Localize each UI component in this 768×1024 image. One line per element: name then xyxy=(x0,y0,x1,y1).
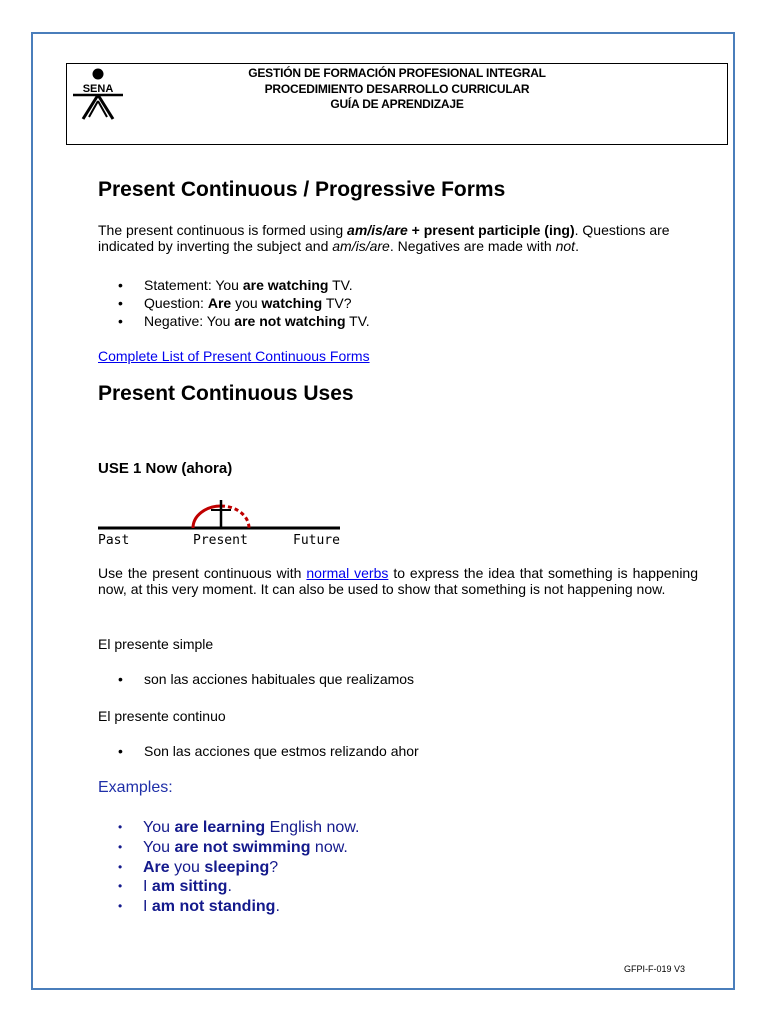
header-line-3: GUÍA DE APRENDIZAJE xyxy=(330,97,464,111)
timeline-diagram xyxy=(96,496,346,548)
examples-list xyxy=(98,818,359,917)
header-line-2: PROCEDIMIENTO DESARROLLO CURRICULAR xyxy=(264,81,530,96)
section-title-forms: Present Continuous / Progressive Forms xyxy=(98,178,506,201)
normal-verbs-link[interactable]: normal verbs xyxy=(306,565,389,581)
list-item: • Negative: You are not watching TV. xyxy=(118,313,370,329)
list-item: • You are learning English now. xyxy=(118,819,360,836)
list-item: • I am not standing. xyxy=(118,898,280,916)
complete-forms-link[interactable]: Complete List of Present Continuous Forms xyxy=(98,348,370,364)
list-item: • You are not swimming now. xyxy=(118,838,348,856)
presente-simple-bullet: • son las acciones habituales que realizamos xyxy=(118,671,415,687)
footer-form-code: GFPI-F-019 V3 xyxy=(624,964,686,974)
forms-bullet-list xyxy=(98,276,370,330)
presente-continuo-bullet: • Son las acciones que estmos relizando ahor xyxy=(118,743,419,759)
timeline-past-label: Past xyxy=(98,533,130,548)
presente-simple-label: El presente simple xyxy=(98,636,214,652)
document-header xyxy=(66,63,728,145)
timeline-present-label: Present xyxy=(193,533,248,548)
section-title-uses: Present Continuous Uses xyxy=(98,382,354,405)
forms-intro-paragraph: The present continuous is formed using am/is/are + present participle (ing). Questions are indicated by inverting the subject and am/is/are. Negatives are made with not. xyxy=(98,222,670,254)
use1-paragraph: Use the present continuous with normal verbs to express the idea that something is happening now, at this very moment. It can also be used to show that something is not happening now. xyxy=(98,565,699,597)
examples-heading: Examples: xyxy=(98,779,173,796)
list-item: • I am sitting. xyxy=(118,878,232,896)
logo-text: SENA xyxy=(82,83,114,95)
use1-heading: USE 1 Now (ahora) xyxy=(98,460,233,477)
list-item: • Question: Are you watching TV? xyxy=(118,295,352,311)
list-item: • Statement: You are watching TV. xyxy=(118,277,353,293)
timeline-future-label: Future xyxy=(293,533,340,548)
presente-continuo-label: El presente continuo xyxy=(98,708,226,724)
list-item: • Are you sleeping? xyxy=(118,858,279,876)
header-line-1: GESTIÓN DE FORMACIÓN PROFESIONAL INTEGRAL xyxy=(248,66,546,80)
